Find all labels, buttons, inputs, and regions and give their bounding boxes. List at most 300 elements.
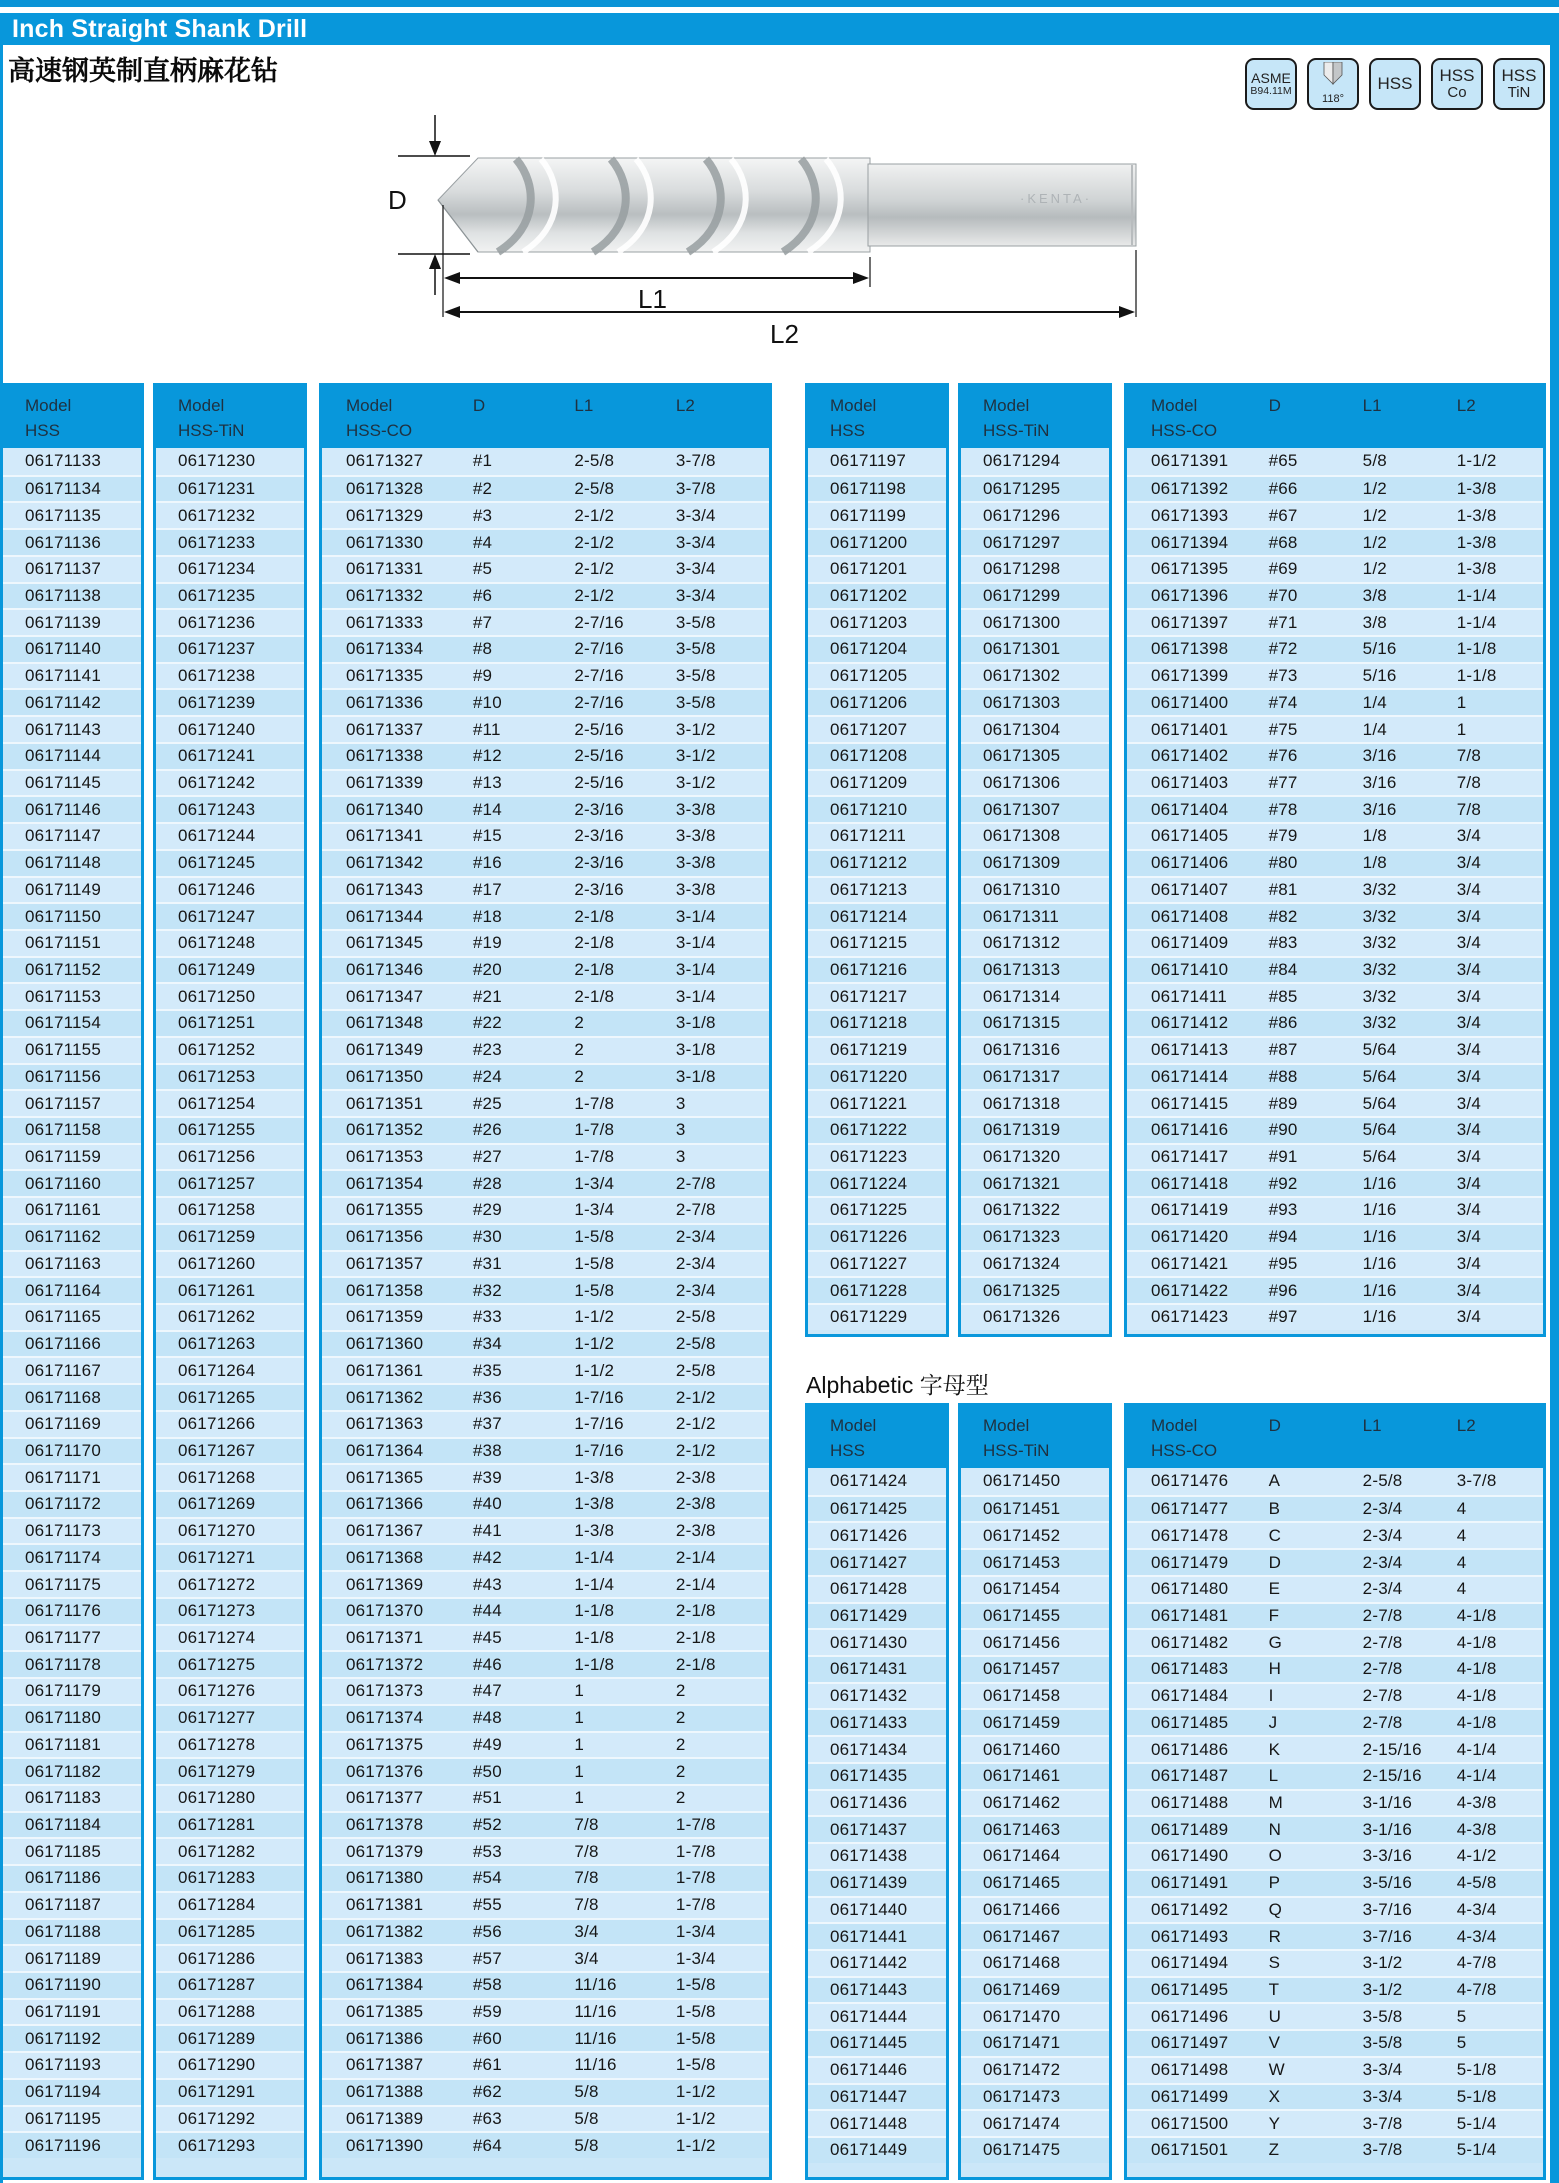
table-row (808, 1063, 946, 1090)
table-cell: 2-1/2 (574, 559, 615, 579)
table-cell: #82 (1268, 906, 1298, 926)
table-cell: 06171201 (830, 559, 908, 579)
table-cell: 06171245 (178, 853, 256, 873)
table-cell: 06171435 (830, 1766, 908, 1786)
table-cell: 06171481 (1151, 1605, 1229, 1625)
table-cell: 2-5/16 (574, 719, 624, 739)
table-cell: 06171221 (830, 1093, 908, 1113)
table-cell: 06171225 (830, 1200, 908, 1220)
header-l2-label: L2 (1456, 1416, 1476, 1435)
table-cell: 06171391 (1151, 451, 1229, 471)
table-cell: 06171409 (1151, 933, 1229, 953)
table-cell: 3/32 (1362, 960, 1397, 980)
table-row (808, 1521, 946, 1548)
table-cell: 06171473 (983, 2086, 1061, 2106)
table-row (961, 1869, 1109, 1896)
table-cell: 5/8 (574, 2108, 599, 2128)
table-row (3, 1784, 141, 1811)
table-cell: 06171342 (346, 853, 424, 873)
table-row (1127, 1548, 1543, 1575)
header-grade-label: HSS (830, 421, 865, 440)
table-cell: 06171466 (983, 1899, 1061, 1919)
table-row (3, 1731, 141, 1758)
table-cell: 06171142 (25, 692, 101, 712)
table-row (322, 501, 769, 528)
table-cell: 2-1/8 (675, 1601, 716, 1621)
table-cell: 3-1/2 (675, 719, 716, 739)
table-row (1127, 1063, 1543, 1090)
table-cell: 06171456 (983, 1632, 1061, 1652)
table-cell: 06171284 (178, 1895, 256, 1915)
table-cell: 7/8 (574, 1841, 599, 1861)
table-row (322, 635, 769, 662)
table-row (156, 1731, 304, 1758)
table-cell: 3-7/8 (675, 479, 716, 499)
table-cell: 06171496 (1151, 2006, 1229, 2026)
table-cell: 2-3/16 (574, 826, 624, 846)
table-cell: 06171382 (346, 1921, 424, 1941)
table-row (961, 1602, 1109, 1629)
table-cell: 06171347 (346, 986, 424, 1006)
table-cell: 06171256 (178, 1147, 256, 1167)
table-row (3, 795, 141, 822)
table-cell: 1-3/4 (574, 1173, 615, 1193)
table-cell: 3-1/4 (675, 960, 716, 980)
table-cell: 3-1/16 (1362, 1792, 1413, 1812)
table-cell: #18 (472, 906, 502, 926)
table-row (1127, 2002, 1543, 2029)
table-cell: 06171200 (830, 532, 908, 552)
table-cell: 06171321 (983, 1173, 1061, 1193)
table-cell: 5-1/4 (1456, 2113, 1497, 2133)
table-row (961, 1495, 1109, 1522)
table-row (322, 1704, 769, 1731)
table-cell: 3/4 (1456, 933, 1481, 953)
table-row (961, 1036, 1109, 1063)
table-cell: 06171164 (25, 1280, 101, 1300)
table-cell: 2-3/4 (675, 1253, 716, 1273)
table-row (808, 2056, 946, 2083)
table-row (156, 1089, 304, 1116)
table-row (322, 1731, 769, 1758)
table-cell: 06171141 (25, 666, 101, 686)
table-row (322, 688, 769, 715)
table-row (3, 1918, 141, 1945)
table-cell: 06171315 (983, 1013, 1061, 1033)
table-cell: 06171340 (346, 799, 424, 819)
table-cell: 7/8 (574, 1815, 599, 1835)
table-cell: 06171356 (346, 1227, 424, 1247)
table-row (961, 1922, 1109, 1949)
table-cell: 2-5/8 (675, 1334, 716, 1354)
table-cell: 06171417 (1151, 1147, 1229, 1167)
table-cell: 2-5/16 (574, 746, 624, 766)
table-cell: 1-3/4 (675, 1921, 716, 1941)
table-cell: 06171361 (346, 1360, 424, 1380)
table-row (961, 982, 1109, 1009)
table-cell: 1/16 (1362, 1307, 1397, 1327)
table-cell: 06171474 (983, 2113, 1061, 2133)
table-cell: O (1268, 1846, 1283, 1866)
table-cell: 06171263 (178, 1334, 256, 1354)
table-cell: 2-7/16 (574, 639, 624, 659)
table-cell: 06171235 (178, 585, 256, 605)
table-cell: 06171180 (25, 1708, 101, 1728)
table-cell: 06171290 (178, 2055, 256, 2075)
table-row (808, 1143, 946, 1170)
table-cell: 3-3/4 (675, 559, 716, 579)
table-cell: 06171438 (830, 1846, 908, 1866)
table-cell: 06171396 (1151, 585, 1229, 605)
table-cell: 2-5/8 (574, 479, 615, 499)
table-cell: 06171355 (346, 1200, 424, 1220)
table-cell: R (1268, 1926, 1282, 1946)
table-row (961, 1762, 1109, 1789)
table-cell: 06171464 (983, 1846, 1061, 1866)
table-cell: 2-1/8 (574, 906, 615, 926)
table-row (1127, 1708, 1543, 1735)
table-cell: 06171445 (830, 2033, 908, 2053)
table-cell: L (1268, 1766, 1279, 1786)
table-cell: 1-5/8 (574, 1227, 615, 1247)
table-row (3, 1356, 141, 1383)
table-cell: 06171334 (346, 639, 424, 659)
table-row (961, 1949, 1109, 1976)
table-row (961, 1521, 1109, 1548)
table-cell: 4-1/8 (1456, 1632, 1497, 1652)
table-cell: 06171399 (1151, 666, 1229, 686)
table-row (156, 528, 304, 555)
table-row (322, 849, 769, 876)
table-cell: 06171455 (983, 1605, 1061, 1625)
table-cell: 06171270 (178, 1521, 256, 1541)
table-row (808, 555, 946, 582)
table-cell: 5/16 (1362, 666, 1397, 686)
table-cell: 06171453 (983, 1552, 1061, 1572)
table-cell: E (1268, 1579, 1281, 1599)
table-cell: 06171202 (830, 585, 908, 605)
table-cell: #54 (472, 1868, 502, 1888)
table-row (1127, 1628, 1543, 1655)
table-cell: W (1268, 2060, 1285, 2080)
table-row (322, 1677, 769, 1704)
table-row (961, 1250, 1109, 1277)
table-row (1127, 1922, 1543, 1949)
table-cell: 06171353 (346, 1147, 424, 1167)
table-cell: 06171205 (830, 666, 908, 686)
header-d-label: D (1268, 1416, 1281, 1435)
header-model-grade (1151, 1413, 1269, 1468)
table-row (3, 1757, 141, 1784)
table-row (961, 1842, 1109, 1869)
table-cell: 06171410 (1151, 960, 1229, 980)
table-cell: #42 (472, 1547, 502, 1567)
table-row (808, 1036, 946, 1063)
table-row (322, 769, 769, 796)
table-cell: 06171139 (25, 612, 101, 632)
table-cell: 06171430 (830, 1632, 908, 1652)
table-row (156, 1650, 304, 1677)
table-cell: 06171316 (983, 1040, 1061, 1060)
table-cell: 1 (574, 1734, 585, 1754)
table-row (156, 2105, 304, 2132)
table-row (808, 1762, 946, 1789)
table-cell: 3-1/2 (675, 772, 716, 792)
table-cell: 2-3/8 (675, 1467, 716, 1487)
table-cell: 06171419 (1151, 1200, 1229, 1220)
table-cell: #85 (1268, 986, 1298, 1006)
table-cell: 3/4 (1456, 1200, 1481, 1220)
table-row (808, 982, 946, 1009)
table-row (1127, 501, 1543, 528)
table-row (322, 1116, 769, 1143)
table-cell: 1 (574, 1788, 585, 1808)
table-cell: 1 (574, 1708, 585, 1728)
table-row (961, 1682, 1109, 1709)
table-cell: 06171406 (1151, 853, 1229, 873)
table-row (3, 715, 141, 742)
table-row (156, 1463, 304, 1490)
table-row (1127, 742, 1543, 769)
table-cell: 06171398 (1151, 639, 1229, 659)
point-angle-badge (1307, 58, 1359, 110)
table-cell: 1-3/8 (1456, 532, 1497, 552)
table-row (156, 1410, 304, 1437)
table-cell: #87 (1268, 1040, 1298, 1060)
table-cell: 06171228 (830, 1280, 908, 1300)
table-cell: 06171351 (346, 1093, 424, 1113)
table-row (156, 769, 304, 796)
table-cell: 2-7/16 (574, 612, 624, 632)
table-row (156, 662, 304, 689)
table-cell: 06171485 (1151, 1712, 1229, 1732)
table-cell: 2-1/2 (574, 532, 615, 552)
table-cell: 06171268 (178, 1467, 256, 1487)
table-row (156, 688, 304, 715)
table-cell: 06171173 (25, 1521, 101, 1541)
table-cell: 06171478 (1151, 1525, 1229, 1545)
table-cell: 06171243 (178, 799, 256, 819)
table-cell: X (1268, 2086, 1281, 2106)
table-cell: 06171207 (830, 719, 908, 739)
table-row (322, 982, 769, 1009)
table-cell: #36 (472, 1387, 502, 1407)
table-cell: #29 (472, 1200, 502, 1220)
table-row (1127, 688, 1543, 715)
table-row (156, 1570, 304, 1597)
table-cell: 06171249 (178, 960, 256, 980)
table-cell: #23 (472, 1040, 502, 1060)
table-cell: #17 (472, 879, 502, 899)
table-cell: 06171233 (178, 532, 256, 552)
table-cell: 7/8 (574, 1868, 599, 1888)
table-cell: 1/16 (1362, 1227, 1397, 1247)
table-cell: 06171203 (830, 612, 908, 632)
table-cell: 06171471 (983, 2033, 1061, 2053)
table-cell: 06171269 (178, 1494, 256, 1514)
table-cell: 06171137 (25, 559, 101, 579)
header-model-label: Model (25, 396, 72, 415)
header-model-label: Model (830, 396, 877, 415)
table-cell: 06171500 (1151, 2113, 1229, 2133)
table-row (156, 1383, 304, 1410)
table-cell: 06171204 (830, 639, 908, 659)
table-row (961, 1628, 1109, 1655)
table-row (322, 1330, 769, 1357)
table-cell: 06171329 (346, 505, 424, 525)
table-row (322, 1784, 769, 1811)
table-row (156, 1303, 304, 1330)
table-cell: #24 (472, 1066, 502, 1086)
table-cell: 06171425 (830, 1499, 908, 1519)
table-cell: #7 (472, 612, 493, 632)
table-row (3, 448, 141, 475)
table-row (156, 1624, 304, 1651)
table-row (1127, 1762, 1543, 1789)
page-right-border (1550, 13, 1559, 2183)
table-cell: #14 (472, 799, 502, 819)
table-cell: 06171427 (830, 1552, 908, 1572)
table-cell: 1-7/16 (574, 1414, 624, 1434)
table-row (1127, 1949, 1543, 1976)
table-cell: 2 (675, 1708, 686, 1728)
table-row (3, 1704, 141, 1731)
table-cell: 1/16 (1362, 1253, 1397, 1273)
table-cell: 06171174 (25, 1547, 101, 1567)
table-cell: 3/8 (1362, 585, 1387, 605)
table-cell: 06171397 (1151, 612, 1229, 632)
table-row (3, 2078, 141, 2105)
table-cell: 1-5/8 (675, 2055, 716, 2075)
table-row (961, 2136, 1109, 2163)
alphabetic-section-heading: Alphabetic 字母型 (806, 1372, 989, 1398)
table-cell: 06171167 (25, 1360, 101, 1380)
table-cell: 06171260 (178, 1253, 256, 1273)
table-cell: 4-3/4 (1456, 1899, 1497, 1919)
table-cell: 06171437 (830, 1819, 908, 1839)
table-row (322, 1223, 769, 1250)
table-cell: 2-1/8 (675, 1627, 716, 1647)
table-row (3, 1410, 141, 1437)
table-cell: 2-5/8 (675, 1307, 716, 1327)
table-cell: 06171218 (830, 1013, 908, 1033)
table-row (808, 742, 946, 769)
header-l2-label: L2 (675, 396, 695, 415)
table-row (1127, 929, 1543, 956)
table-cell: 06171401 (1151, 719, 1229, 739)
table-row (3, 1089, 141, 1116)
table-cell: 2-1/4 (675, 1547, 716, 1567)
table-cell: 06171175 (25, 1574, 101, 1594)
table-cell: 06171214 (830, 906, 908, 926)
table-row (156, 1891, 304, 1918)
table-cell: 06171322 (983, 1200, 1061, 1220)
hss-co-size-columns (1124, 1403, 1546, 2180)
table-cell: 06171314 (983, 986, 1061, 1006)
table-cell: 06171433 (830, 1712, 908, 1732)
table-cell: 06171159 (25, 1147, 101, 1167)
table-cell: 06171380 (346, 1868, 424, 1888)
table-cell: 06171238 (178, 666, 256, 686)
table-row (156, 1784, 304, 1811)
table-cell: 06171211 (830, 826, 906, 846)
table-cell: 11/16 (574, 2055, 617, 2075)
l1-dimension-label: L1 (638, 284, 667, 314)
table-cell: 06171381 (346, 1895, 424, 1915)
table-row (1127, 876, 1543, 903)
table-cell: 1-3/8 (1456, 479, 1497, 499)
table-cell: 2-7/16 (574, 692, 624, 712)
table-cell: 06171210 (830, 799, 908, 819)
table-row (961, 1976, 1109, 2003)
table-cell: 06171236 (178, 612, 256, 632)
table-cell: 06171191 (25, 2002, 101, 2022)
table-cell: #97 (1268, 1307, 1298, 1327)
table-cell: 06171217 (830, 986, 908, 1006)
table-cell: 06171462 (983, 1792, 1061, 1812)
table-cell: 06171377 (346, 1788, 424, 1808)
table-cell: 06171330 (346, 532, 424, 552)
table-cell: Q (1268, 1899, 1283, 1919)
table-row (322, 1543, 769, 1570)
table-cell: 4-7/8 (1456, 1980, 1497, 2000)
table-cell: 06171138 (25, 585, 101, 605)
table-row (808, 929, 946, 956)
table-cell: 06171331 (346, 559, 424, 579)
table-cell: 3/4 (1456, 1013, 1481, 1033)
table-cell: J (1268, 1712, 1278, 1732)
table-cell: 06171234 (178, 559, 256, 579)
table-cell: #21 (472, 986, 502, 1006)
table-cell: 3-7/8 (1362, 2113, 1403, 2133)
table-row (156, 1864, 304, 1891)
table-cell: 3/16 (1362, 799, 1397, 819)
table-cell: 06171494 (1151, 1953, 1229, 1973)
table-cell: 3-5/8 (675, 639, 716, 659)
table-row (808, 2083, 946, 2110)
table-cell: 3/4 (1456, 1227, 1481, 1247)
table-cell: 3-1/16 (1362, 1819, 1413, 1839)
table-row (808, 528, 946, 555)
table-row (1127, 662, 1543, 689)
table-cell: 06171479 (1151, 1552, 1229, 1572)
table-cell: 06171305 (983, 746, 1061, 766)
table-row (1127, 1655, 1543, 1682)
header-model-label: Model (346, 396, 393, 415)
table-row (3, 1677, 141, 1704)
table-cell: 3/4 (1456, 1173, 1481, 1193)
table-cell: 2-3/16 (574, 853, 624, 873)
table-cell: 06171385 (346, 2002, 424, 2022)
table-cell: 2 (574, 1013, 585, 1033)
table-cell: 06171324 (983, 1253, 1061, 1273)
table-cell: 06171298 (983, 559, 1061, 579)
table-row (156, 822, 304, 849)
table-cell: 1-1/4 (1456, 585, 1497, 605)
table-cell: 06171160 (25, 1173, 101, 1193)
table-cell: 06171374 (346, 1708, 424, 1728)
table-cell: 1/8 (1362, 853, 1387, 873)
table-row (808, 1276, 946, 1303)
table-cell: 06171416 (1151, 1120, 1229, 1140)
table-row (322, 1437, 769, 1464)
table-row (1127, 635, 1543, 662)
table-cell: 06171252 (178, 1040, 256, 1060)
table-cell: #73 (1268, 666, 1298, 686)
header-l2-label: L2 (1456, 396, 1476, 415)
table-cell: #15 (472, 826, 502, 846)
table-row (322, 475, 769, 502)
